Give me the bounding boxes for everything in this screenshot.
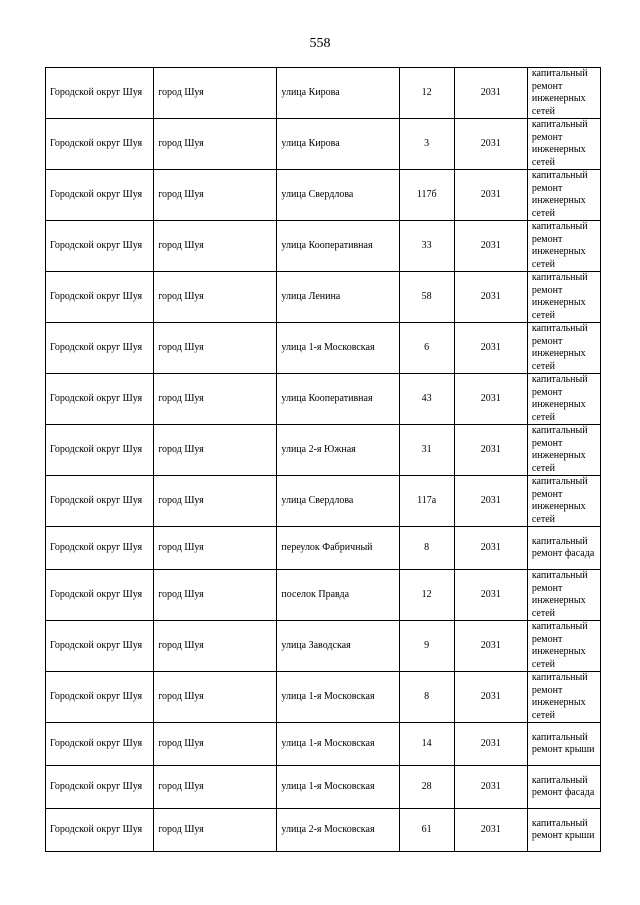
cell-okrug: Городской округ Шуя bbox=[46, 374, 154, 425]
cell-house: 6 bbox=[399, 323, 454, 374]
cell-street: улица 1-я Московская bbox=[277, 323, 399, 374]
cell-street: улица Свердлова bbox=[277, 170, 399, 221]
table-row bbox=[46, 809, 601, 852]
table-row bbox=[46, 476, 601, 527]
cell-okrug: Городской округ Шуя bbox=[46, 766, 154, 809]
cell-house: 117б bbox=[399, 170, 454, 221]
cell-year: 2031 bbox=[454, 374, 527, 425]
cell-year: 2031 bbox=[454, 221, 527, 272]
cell-work: капитальный ремонт инженерных сетей bbox=[527, 621, 600, 672]
cell-year: 2031 bbox=[454, 272, 527, 323]
cell-okrug: Городской округ Шуя bbox=[46, 672, 154, 723]
table-row bbox=[46, 621, 601, 672]
cell-house: 31 bbox=[399, 425, 454, 476]
table-row bbox=[46, 170, 601, 221]
cell-house: 12 bbox=[399, 570, 454, 621]
table-row bbox=[46, 766, 601, 809]
cell-city: город Шуя bbox=[154, 221, 277, 272]
cell-house: 3 bbox=[399, 119, 454, 170]
cell-year: 2031 bbox=[454, 723, 527, 766]
table-row bbox=[46, 119, 601, 170]
cell-work: капитальный ремонт инженерных сетей bbox=[527, 119, 600, 170]
cell-street: улица Кооперативная bbox=[277, 374, 399, 425]
cell-work: капитальный ремонт фасада bbox=[527, 527, 600, 570]
cell-street: улица 1-я Московская bbox=[277, 766, 399, 809]
cell-okrug: Городской округ Шуя bbox=[46, 425, 154, 476]
table-row bbox=[46, 570, 601, 621]
table-row bbox=[46, 68, 601, 119]
cell-house: 58 bbox=[399, 272, 454, 323]
table-row bbox=[46, 323, 601, 374]
cell-street: улица Кирова bbox=[277, 68, 399, 119]
table-row bbox=[46, 374, 601, 425]
cell-year: 2031 bbox=[454, 170, 527, 221]
table-row bbox=[46, 425, 601, 476]
cell-city: город Шуя bbox=[154, 809, 277, 852]
cell-house: 61 bbox=[399, 809, 454, 852]
cell-house: 12 bbox=[399, 68, 454, 119]
cell-okrug: Городской округ Шуя bbox=[46, 221, 154, 272]
cell-work: капитальный ремонт инженерных сетей bbox=[527, 68, 600, 119]
table-row bbox=[46, 723, 601, 766]
cell-year: 2031 bbox=[454, 425, 527, 476]
cell-street: улица Свердлова bbox=[277, 476, 399, 527]
cell-work: капитальный ремонт инженерных сетей bbox=[527, 476, 600, 527]
cell-house: 33 bbox=[399, 221, 454, 272]
cell-year: 2031 bbox=[454, 323, 527, 374]
cell-street: улица Кооперативная bbox=[277, 221, 399, 272]
cell-work: капитальный ремонт инженерных сетей bbox=[527, 272, 600, 323]
cell-street: улица Кирова bbox=[277, 119, 399, 170]
cell-street: переулок Фабричный bbox=[277, 527, 399, 570]
cell-okrug: Городской округ Шуя bbox=[46, 476, 154, 527]
cell-city: город Шуя bbox=[154, 621, 277, 672]
cell-year: 2031 bbox=[454, 766, 527, 809]
cell-street: улица 2-я Московская bbox=[277, 809, 399, 852]
cell-city: город Шуя bbox=[154, 723, 277, 766]
cell-city: город Шуя bbox=[154, 672, 277, 723]
cell-year: 2031 bbox=[454, 119, 527, 170]
registry-table bbox=[45, 67, 601, 852]
cell-okrug: Городской округ Шуя bbox=[46, 170, 154, 221]
cell-okrug: Городской округ Шуя bbox=[46, 272, 154, 323]
cell-house: 14 bbox=[399, 723, 454, 766]
cell-work: капитальный ремонт инженерных сетей bbox=[527, 672, 600, 723]
page-number: 558 bbox=[309, 36, 331, 51]
cell-work: капитальный ремонт инженерных сетей bbox=[527, 323, 600, 374]
table-row bbox=[46, 527, 601, 570]
cell-street: поселок Правда bbox=[277, 570, 399, 621]
cell-year: 2031 bbox=[454, 68, 527, 119]
cell-work: капитальный ремонт инженерных сетей bbox=[527, 425, 600, 476]
cell-year: 2031 bbox=[454, 476, 527, 527]
cell-city: город Шуя bbox=[154, 570, 277, 621]
cell-house: 8 bbox=[399, 527, 454, 570]
cell-city: город Шуя bbox=[154, 766, 277, 809]
cell-city: город Шуя bbox=[154, 527, 277, 570]
table-row bbox=[46, 672, 601, 723]
cell-work: капитальный ремонт крыши bbox=[527, 723, 600, 766]
cell-okrug: Городской округ Шуя bbox=[46, 809, 154, 852]
cell-house: 117а bbox=[399, 476, 454, 527]
cell-work: капитальный ремонт инженерных сетей bbox=[527, 570, 600, 621]
cell-house: 28 bbox=[399, 766, 454, 809]
cell-year: 2031 bbox=[454, 672, 527, 723]
cell-street: улица 1-я Московская bbox=[277, 672, 399, 723]
cell-city: город Шуя bbox=[154, 68, 277, 119]
cell-year: 2031 bbox=[454, 621, 527, 672]
table-row bbox=[46, 221, 601, 272]
cell-city: город Шуя bbox=[154, 323, 277, 374]
cell-okrug: Городской округ Шуя bbox=[46, 119, 154, 170]
cell-house: 9 bbox=[399, 621, 454, 672]
cell-work: капитальный ремонт крыши bbox=[527, 809, 600, 852]
cell-year: 2031 bbox=[454, 570, 527, 621]
cell-okrug: Городской округ Шуя bbox=[46, 527, 154, 570]
cell-work: капитальный ремонт фасада bbox=[527, 766, 600, 809]
cell-year: 2031 bbox=[454, 809, 527, 852]
cell-okrug: Городской округ Шуя bbox=[46, 723, 154, 766]
cell-street: улица 1-я Московская bbox=[277, 723, 399, 766]
cell-city: город Шуя bbox=[154, 374, 277, 425]
cell-year: 2031 bbox=[454, 527, 527, 570]
cell-city: город Шуя bbox=[154, 170, 277, 221]
cell-work: капитальный ремонт инженерных сетей bbox=[527, 221, 600, 272]
cell-okrug: Городской округ Шуя bbox=[46, 570, 154, 621]
cell-house: 43 bbox=[399, 374, 454, 425]
cell-house: 8 bbox=[399, 672, 454, 723]
cell-street: улица 2-я Южная bbox=[277, 425, 399, 476]
cell-okrug: Городской округ Шуя bbox=[46, 621, 154, 672]
cell-okrug: Городской округ Шуя bbox=[46, 68, 154, 119]
cell-work: капитальный ремонт инженерных сетей bbox=[527, 170, 600, 221]
cell-city: город Шуя bbox=[154, 476, 277, 527]
table-row bbox=[46, 272, 601, 323]
cell-city: город Шуя bbox=[154, 425, 277, 476]
cell-work: капитальный ремонт инженерных сетей bbox=[527, 374, 600, 425]
cell-okrug: Городской округ Шуя bbox=[46, 323, 154, 374]
cell-city: город Шуя bbox=[154, 272, 277, 323]
cell-city: город Шуя bbox=[154, 119, 277, 170]
cell-street: улица Ленина bbox=[277, 272, 399, 323]
cell-street: улица Заводская bbox=[277, 621, 399, 672]
